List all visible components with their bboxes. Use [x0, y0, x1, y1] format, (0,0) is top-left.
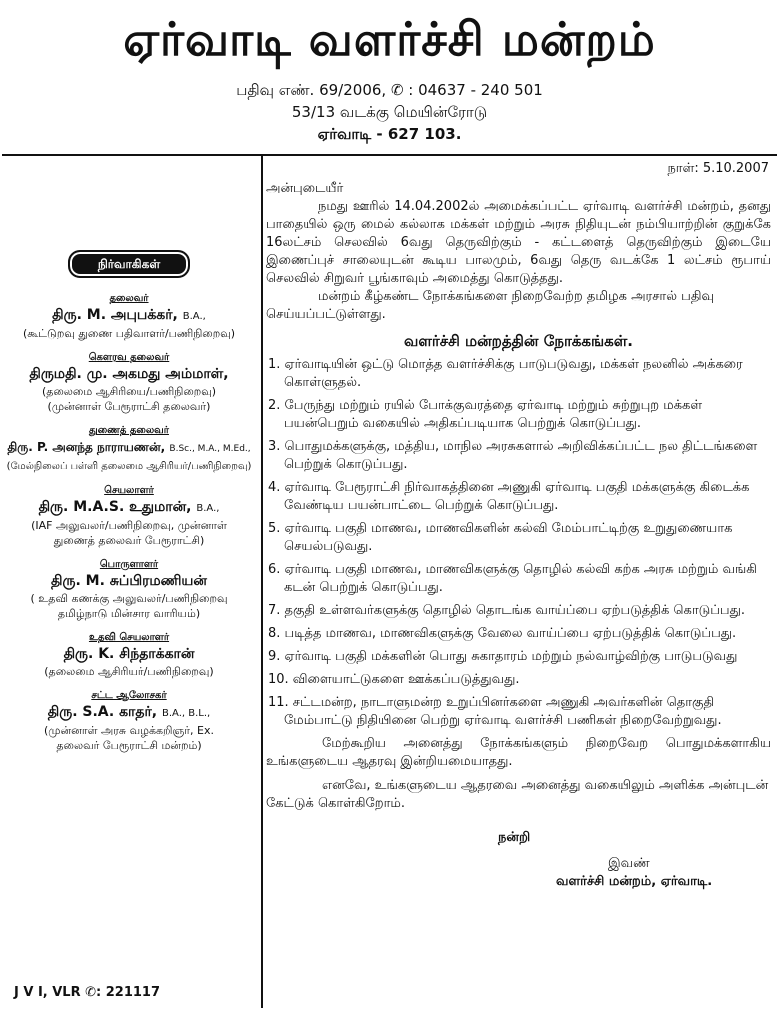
officer-desc: தமிழ்நாடு மின்சார வாரியம்) [57, 607, 201, 620]
letter-closing-1: மேற்கூறிய அனைத்து நோக்கங்களும் நிறைவேற பொதுமக்களாகிய உங்களுடைய ஆதரவு இன்றியமையாதது. [266, 736, 771, 769]
letter-greeting: அன்புடையீர் [266, 181, 344, 196]
list-item: 1. ஏர்வாடியின் ஒட்டு மொத்த வளர்ச்சிக்கு பாடுபடுவது, மக்கள் நலனில் அக்கரை கொள்ளுதல். [268, 357, 743, 390]
list-item: 11. சட்டமன்ற, நாடாளுமன்ற உறுப்பினர்களை அணுகி அவர்களின் தொகுதி மேம்பாட்டு நிதியினை பெற்று ஏர்வாடி வளர்ச்சி பணிகள் நிறைவேற்றுவது. [268, 695, 722, 728]
officer-vice-president [0, 424, 258, 474]
officer-role: உதவி செயலாளர் [88, 632, 170, 643]
officer-role: துணைத் தலைவர் [89, 425, 169, 436]
officer-desc: (IAF அலுவலர்/பணிநிறைவு, முன்னாள் [31, 519, 227, 532]
officer-degree: B.Sc., M.A., M.Ed., [169, 444, 251, 454]
address-line-2: ஏர்வாடி - 627 103. [317, 125, 462, 143]
officer-name: திருமதி. மு. அகமது அம்மாள், [29, 366, 229, 382]
officer-name: திரு. M.A.S. உதுமான், [38, 499, 192, 515]
list-item: 8. படித்த மாணவ, மாணவிகளுக்கு வேலை வாய்ப்பை ஏற்படுத்திக் கொடுப்பது. [268, 626, 737, 641]
aims-title: வளர்ச்சி மன்றத்தின் நோக்கங்கள். [404, 332, 633, 350]
list-item: 9. ஏர்வாடி பகுதி மக்களின் பொது சுகாதாரம் மற்றும் நல்வாழ்விற்கு பாடுபடுவது [268, 649, 738, 664]
letter-closing-2: எனவே, உங்களுடைய ஆதரவை அனைத்து வகையிலும் அளிக்க அன்புடன் கேட்டுக் கொள்கிறோம். [266, 778, 769, 811]
officer-desc: (முன்னாள் பேரூராட்சி தலைவர்) [47, 400, 211, 413]
officer-honorary-president [0, 351, 258, 414]
letter-body [266, 160, 771, 891]
officer-desc: ( உதவி கணக்கு அலுவலர்/பணிநிறைவு [30, 592, 228, 605]
officer-desc: (கூட்டுறவு துணை பதிவாளர்/பணிநிறைவு) [22, 327, 236, 340]
list-item: 5. ஏர்வாடி பகுதி மாணவ, மாணவிகளின் கல்வி மேம்பாட்டிற்கு உறுதுணையாக செயல்படுவது. [268, 521, 733, 554]
header-divider [2, 154, 777, 156]
officers-sidebar [0, 240, 258, 763]
footer-registration: J V I, VLR ✆: 221117 [14, 985, 161, 1000]
letter-thanks: நன்றி [498, 830, 531, 845]
officer-degree: B.A., B.L., [162, 708, 211, 719]
officers-section-label: நிர்வாகிகள் [68, 250, 190, 278]
letter-signoff: இவண் [608, 856, 650, 871]
officer-role: கௌரவ தலைவர் [88, 352, 170, 363]
list-item: 4. ஏர்வாடி பேரூராட்சி நிர்வாகத்தினை அணுகி ஏர்வாடி பகுதி மக்களுக்கு கிடைக்க வேண்டிய பயன்பாட்டை பெற்றுக் கொடுப்பது. [268, 480, 750, 513]
officer-name: திரு. M. சுப்பிரமணியன் [51, 573, 207, 589]
officer-name: திரு. S.A. காதர், [47, 704, 158, 720]
officer-role: செயலாளர் [104, 485, 154, 496]
letter-date: நாள்: 5.10.2007 [667, 161, 769, 176]
officer-desc: துணைத் தலைவர் பேரூராட்சி) [53, 534, 205, 547]
officer-desc: (முன்னாள் அரசு வழக்கறிஞர், Ex. [43, 724, 215, 737]
list-item: 7. தகுதி உள்ளவர்களுக்கு தொழில் தொடங்க வாய்ப்பை ஏற்படுத்திக் கொடுப்பது. [268, 603, 745, 618]
officer-degree: B.A., [196, 503, 220, 514]
column-divider [261, 156, 263, 1008]
organization-title: ஏர்வாடி வளர்ச்சி மன்றம் [123, 12, 656, 66]
officer-desc: (தலைமை ஆசிரியை/பணிநிறைவு) [41, 385, 217, 398]
list-item: 3. பொதுமக்களுக்கு, மத்திய, மாநில அரசுகளால் அறிவிக்கப்பட்ட நல திட்டங்களை பெற்றுக் கொடுப்பது. [268, 439, 758, 472]
aims-list [266, 356, 771, 730]
registration-line: பதிவு எண். 69/2006, ✆ : 04637 - 240 501 [236, 81, 543, 99]
officer-desc: தலைவர் பேரூராட்சி மன்றம்) [56, 739, 202, 752]
letter-signature: வளர்ச்சி மன்றம், ஏர்வாடி. [556, 874, 713, 889]
officer-secretary [0, 484, 258, 548]
list-item: 2. பேருந்து மற்றும் ரயில் போக்குவரத்தை ஏர்வாடி மற்றும் சுற்றுபுற மக்கள் பயன்பெறும் வகையில் அதிகப்படியாக பெற்றுக் கொடுப்பது. [268, 398, 703, 431]
officer-desc: (தலைமை ஆசிரியர்/பணிநிறைவு) [44, 665, 214, 678]
officer-role: தலைவர் [109, 293, 149, 304]
officer-role: பொருளாளர் [99, 559, 159, 570]
letter-intro: நமது ஊரில் 14.04.2002ல் அமைக்கப்பட்ட ஏர்வாடி வளர்ச்சி மன்றம், தனது பாதையில் ஒரு மைல் கல்லாக மக்கள் மற்றும் அரசு நிதியுடன் நம்பியாற்றின் குறுக்கே 16லட்சம் செலவில் 6வது தெருவிற்கும் - கட்டளைத் தெருவிற்கும் இடையே இணைப்புச் சாலையுடன் கூடிய பாலமும், 6வது தெரு வடக்கே 1 லட்சம் ரூபாய் செலவில் சிறுவர் பூங்காவும் அமைத்து கொடுத்தது. [266, 199, 771, 286]
list-item: 10. விளையாட்டுகளை ஊக்கப்படுத்துவது. [268, 672, 520, 687]
officer-role: சட்ட ஆலோசகர் [91, 690, 167, 701]
officer-assistant-secretary [0, 631, 258, 679]
officer-name: திரு. P. அனந்த நாராயணன், [7, 440, 166, 454]
letter-intro-2: மன்றம் கீழ்கண்ட நோக்கங்களை நிறைவேற்ற தமிழக அரசால் பதிவு செய்யப்பட்டுள்ளது. [266, 289, 714, 322]
officer-legal-advisor [0, 689, 258, 753]
officer-treasurer [0, 558, 258, 621]
officer-desc: (மேல்நிலைப் பள்ளி தலைமை ஆசிரியர்/பணிநிறைவு) [6, 461, 252, 472]
address-line-1: 53/13 வடக்கு மெயின்ரோடு [291, 103, 488, 121]
list-item: 6. ஏர்வாடி பகுதி மாணவ, மாணவிகளுக்கு தொழில் கல்வி கற்க அரசு மற்றும் வங்கி கடன் பெற்றுக் கொடுப்பது. [268, 562, 757, 595]
officer-name: திரு. K. சிந்தாக்கான் [63, 646, 195, 662]
officer-degree: B.A., [182, 311, 206, 322]
officer-president [0, 292, 258, 341]
officer-name: திரு. M. அபுபக்கர், [52, 307, 178, 323]
